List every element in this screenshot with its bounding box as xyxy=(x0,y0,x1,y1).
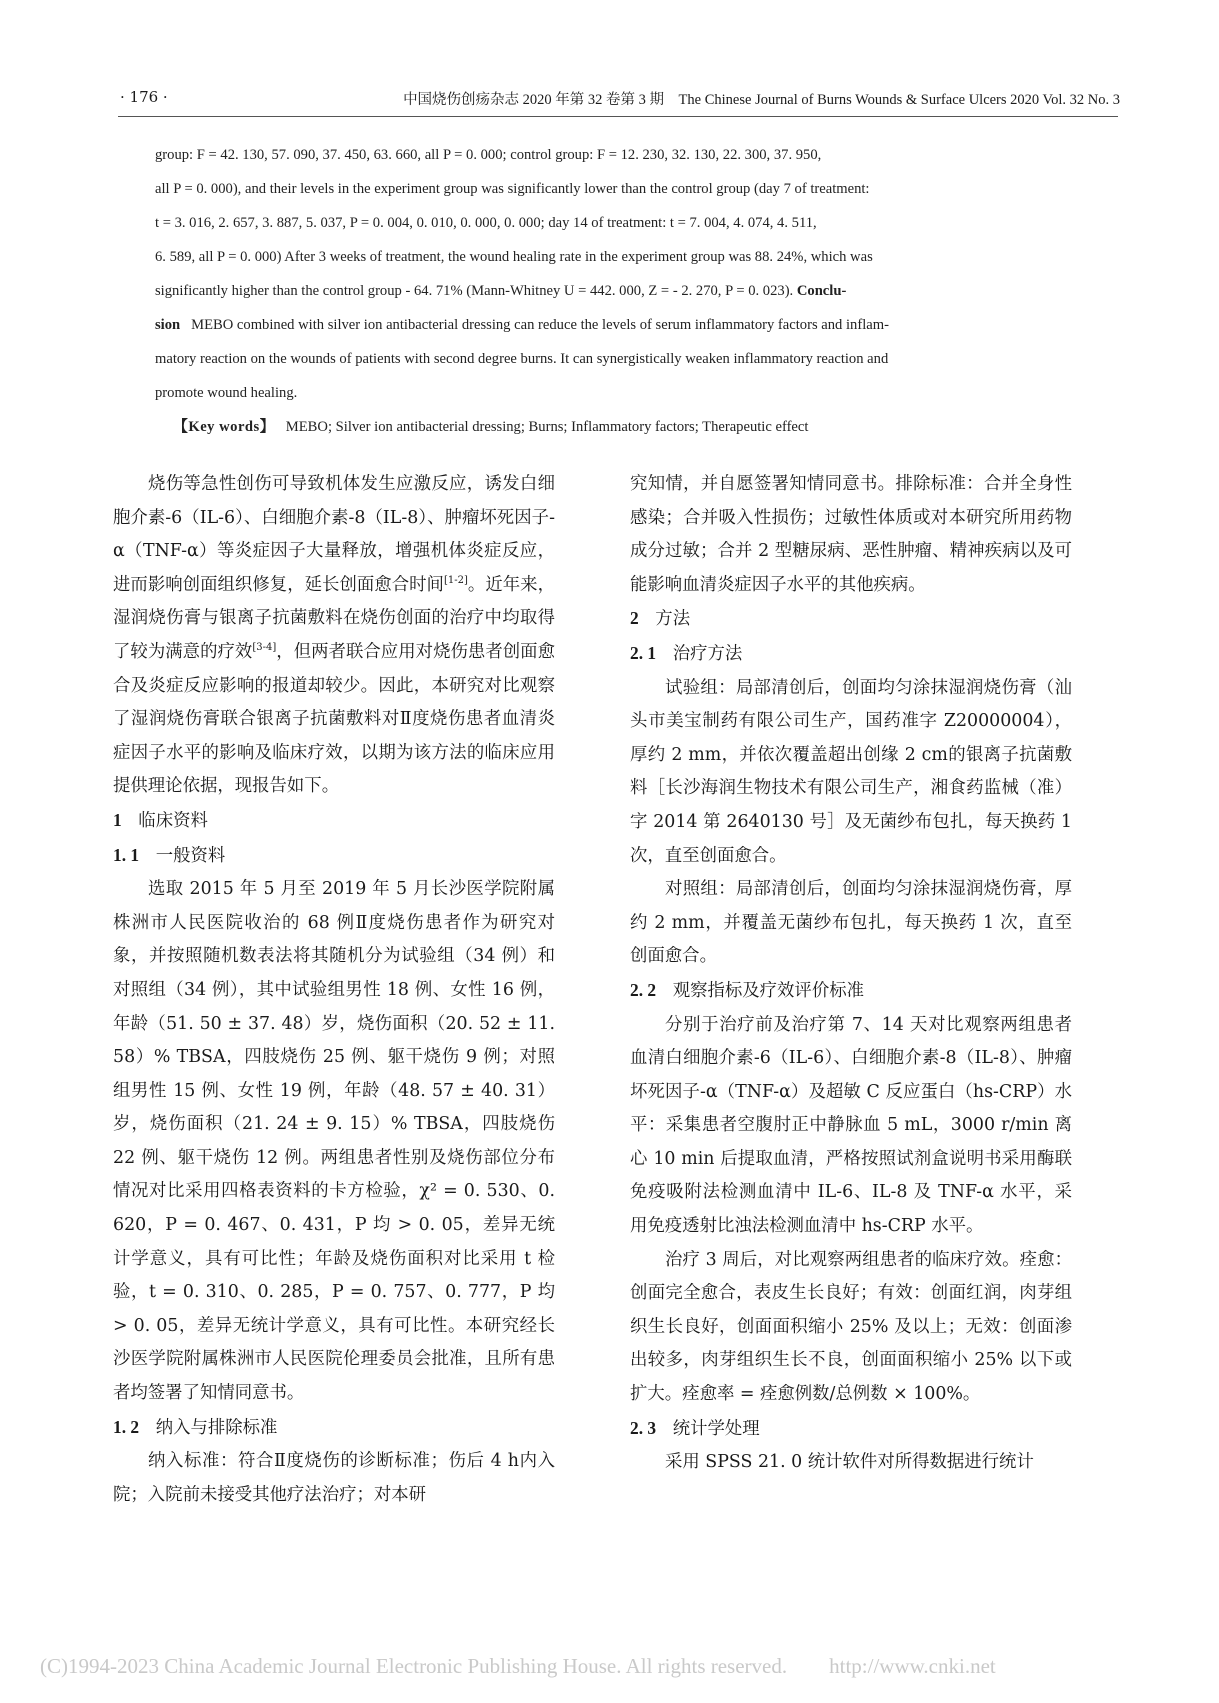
abstract-line: 6. 589, all P = 0. 000) After 3 weeks of treatment, the wound healing rate in the experiment group was 88. 24%, which was xyxy=(155,249,873,265)
copyright-footer: (C)1994-2023 China Academic Journal Electronic Publishing House. All rights reserved. http://www.cnki.net xyxy=(40,1654,996,1678)
abstract-line: group: F = 42. 130, 57. 090, 37. 450, 63. 660, all P = 0. 000; control group: F = 12. 230, 32. 130, 22. 300, 37. 950, xyxy=(155,147,822,163)
conclusion-label: Conclu- xyxy=(796,283,847,299)
conclusion-label-end: sion xyxy=(155,317,181,333)
keywords-line xyxy=(155,410,1065,444)
section-number: 2 xyxy=(630,608,639,629)
section-number: 2. 2 xyxy=(630,979,657,1000)
abstract-text: significantly higher than the control group - 64. 71% (Mann-Whitney U = 442. 000, Z = - 2. 270, P = 0. 023). xyxy=(155,283,794,299)
abstract-line: matory reaction on the wounds of patients with second degree burns. It can synergistically weaken inflammatory reaction and xyxy=(155,351,889,367)
subsection-heading xyxy=(113,839,555,874)
header-rule xyxy=(118,116,1118,117)
section-number: 1. 1 xyxy=(113,844,140,865)
section-title: 治疗方法 xyxy=(672,643,743,664)
section-number: 1. 2 xyxy=(113,1416,140,1437)
intro-text: ，但两者联合应用对烧伤患者创面愈合及炎症反应影响的报道却较少。因此，本研究对比观察了湿润烧伤膏联合银离子抗菌敷料对Ⅱ度烧伤患者血清炎症因子水平的影响及临床疗效，以期为该方法的临床应用提供理论依据，现报告如下。 xyxy=(113,641,555,797)
section-number: 2. 1 xyxy=(630,642,657,663)
abstract-text: MEBO combined with silver ion antibacterial dressing can reduce the levels of serum inflammatory factors and inflam- xyxy=(191,317,889,333)
subsection-heading xyxy=(630,974,1072,1009)
section-title: 纳入与排除标准 xyxy=(155,1417,278,1438)
section-title: 观察指标及疗效评价标准 xyxy=(672,980,864,1001)
body-paragraph: 分别于治疗前及治疗第 7、14 天对比观察两组患者血清白细胞介素-6（IL-6）、白细胞介素-8（IL-8）、肿瘤坏死因子-α（TNF-α）及超敏 C 反应蛋白（hs-CRP）水平：采集患者空腹肘正中静脉血 5 mL，3000 r/min 离心 10 min 后提取血清，严格按照试剂盒说明书采用酶联免疫吸附法检测血清中 IL-6、IL-8 及 TNF-α 水平，采用免疫透射比浊法检测血清中 hs-CRP 水平。 xyxy=(630,1014,1072,1237)
citation-ref: [3-4] xyxy=(252,642,277,654)
intro-text: 烧伤等急性创伤可导致机体发生应激反应，诱发白细胞介素-6（IL-6）、白细胞介素-8（IL-8）、肿瘤坏死因子-α（TNF-α）等炎症因子大量释放，增强机体炎症反应，进而影响创面组织修复，延长创面愈合时间 xyxy=(113,474,555,595)
left-column xyxy=(113,468,555,1512)
section-title: 方法 xyxy=(655,609,691,630)
abstract-line xyxy=(155,308,1065,342)
abstract-line: promote wound healing. xyxy=(155,385,298,401)
section-title: 统计学处理 xyxy=(672,1418,760,1439)
section-number: 1 xyxy=(113,809,122,830)
page-number: · 176 · xyxy=(120,88,168,106)
abstract-block xyxy=(155,138,1065,444)
subsection-heading xyxy=(113,1411,555,1446)
keywords-label: 【Key words】 xyxy=(173,419,275,435)
abstract-line: all P = 0. 000), and their levels in the experiment group was significantly lower than the control group (day 7 of treatment: xyxy=(155,181,870,197)
body-paragraph: 究知情，并自愿签署知情同意书。排除标准：合并全身性感染；合并吸入性损伤；过敏性体质或对本研究所用药物成分过敏；合并 2 型糖尿病、恶性肿瘤、精神疾病以及可能影响血清炎症因子水平的其他疾病。 xyxy=(630,474,1072,595)
body-paragraph: 选取 2015 年 5 月至 2019 年 5 月长沙医学院附属株洲市人民医院收治的 68 例Ⅱ度烧伤患者作为研究对象，并按照随机数表法将其随机分为试验组（34 例）和对照组（34 例），其中试验组男性 18 例、女性 16 例，年龄（51. 50 ± 37. 48）岁，烧伤面积（20. 52 ± 11. 58）% TBSA，四肢烧伤 25 例、躯干烧伤 9 例；对照组男性 15 例、女性 19 例，年龄（48. 57 ± 40. 31）岁，烧伤面积（21. 24 ± 9. 15）% TBSA，四肢烧伤 22 例、躯干烧伤 12 例。两组患者性别及烧伤部位分布情况对比采用四格表资料的卡方检验，χ² = 0. 530、0. 620，P = 0. 467、0. 431，P 均 > 0. 05，差异无统计学意义，具有可比性；年龄及烧伤面积对比采用 t 检验，t = 0. 310、0. 285，P = 0. 757、0. 777，P 均 > 0. 05，差异无统计学意义，具有可比性。本研究经长沙医学院附属株洲市人民医院伦理委员会批准，且所有患者均签署了知情同意书。 xyxy=(113,879,555,1404)
abstract-line xyxy=(155,274,1065,308)
body-paragraph: 试验组：局部清创后，创面均匀涂抹湿润烧伤膏（汕头市美宝制药有限公司生产，国药准字 Z20000004），厚约 2 mm，并依次覆盖超出创缘 2 cm的银离子抗菌敷料［长沙海润生物技术有限公司生产，湘食药监械（准）字 2014 第 2640130 号］及无菌纱布包扎，每天换药 1 次，直至创面愈合。 xyxy=(630,677,1072,866)
citation-ref: [1-2] xyxy=(443,574,468,586)
running-header xyxy=(120,88,1120,112)
body-paragraph: 纳入标准：符合Ⅱ度烧伤的诊断标准；伤后 4 h内入院；入院前未接受其他疗法治疗；对本研 xyxy=(113,1451,555,1505)
subsection-heading xyxy=(630,637,1072,672)
section-title: 临床资料 xyxy=(138,810,208,831)
section-title: 一般资料 xyxy=(155,845,226,866)
body-paragraph: 采用 SPSS 21. 0 统计软件对所得数据进行统计 xyxy=(665,1452,1034,1473)
intro-paragraph xyxy=(113,468,555,804)
intro-text: 。近年来，湿润烧伤膏与银离子抗菌敷料在烧伤创面的治疗中均取得了较为满意的疗效 xyxy=(113,574,555,662)
section-heading xyxy=(113,804,555,839)
body-paragraph: 对照组：局部清创后，创面均匀涂抹湿润烧伤膏，厚约 2 mm，并覆盖无菌纱布包扎，每天换药 1 次，直至创面愈合。 xyxy=(630,879,1072,967)
abstract-line: t = 3. 016, 2. 657, 3. 887, 5. 037, P = 0. 004, 0. 010, 0. 000, 0. 000; day 14 of treatment: t = 7. 004, 4. 074, 4. 511, xyxy=(155,215,817,231)
right-column xyxy=(630,468,1072,1480)
body-paragraph: 治疗 3 周后，对比观察两组患者的临床疗效。痊愈：创面完全愈合，表皮生长良好；有效：创面红润，肉芽组织生长良好，创面面积缩小 25% 及以上；无效：创面渗出较多，肉芽组织生长不良，创面面积缩小 25% 以下或扩大。痊愈率 = 痊愈例数/总例数 × 100%。 xyxy=(630,1249,1072,1405)
section-heading xyxy=(630,602,1072,637)
subsection-heading xyxy=(630,1412,1072,1447)
keywords-text: MEBO; Silver ion antibacterial dressing; Burns; Inflammatory factors; Therapeutic effect xyxy=(285,419,809,435)
section-number: 2. 3 xyxy=(630,1417,657,1438)
journal-title: 中国烧伤创疡杂志 2020 年第 32 卷第 3 期 The Chinese Journal of Burns Wounds & Surface Ulcers 2020 Vol. 32 No. 3 xyxy=(403,92,1120,108)
